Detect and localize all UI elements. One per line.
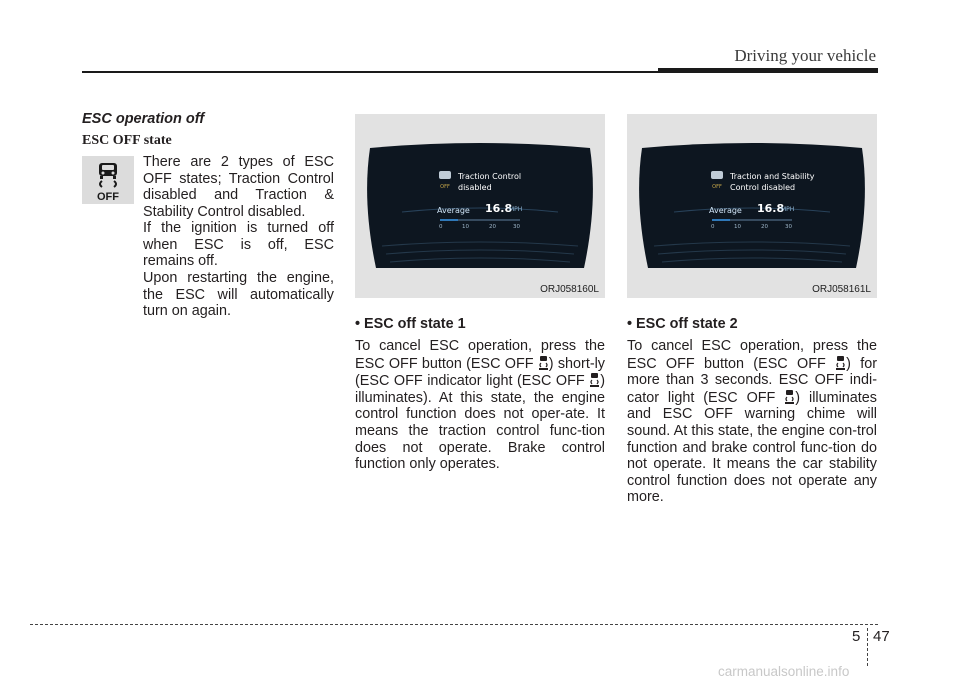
cluster-1-average-label: Average [437,206,470,215]
cluster-screen-2 [634,142,870,270]
watermark: carmanualsonline.info [718,664,850,679]
esc-off-inline-icon [538,355,549,371]
state-2-text-c: ) illuminates and ESC OFF warning chime will sound. At this state, the engine con-trol function and brake control func-tion do not operate. It means the car stability control function does not operate any more. [627,389,877,506]
section-number: 5 [852,628,861,645]
cluster-1-message-line2: disabled [458,183,492,192]
esc-off-icon-label: OFF [97,191,119,203]
esc-off-icon [82,156,134,204]
cluster-1-tick: 20 [489,224,496,230]
state-2-heading: • ESC off state 2 [627,316,738,332]
esc-off-inline-icon [784,389,795,405]
cluster-1-tick: 0 [439,224,443,230]
state-2-text-b: ) for more than 3 seconds. ESC OFF indi-cator light (ESC OFF [627,355,877,406]
cluster-2-tick: 20 [761,224,768,230]
cluster-1-message-line1: Traction Control [458,172,522,181]
page-number: 47 [873,628,890,645]
cluster-image-1 [355,114,605,298]
cluster-2-message-line2: Control disabled [730,183,796,192]
state-1-text-b: ) short-ly (ESC OFF indicator light (ESC OFF [355,355,605,390]
cluster-2-unit: MPH [781,206,795,213]
cluster-1-icon-label: OFF [440,184,450,190]
chapter-title: Driving your vehicle [734,46,876,65]
cluster-1-tick: 10 [462,224,469,230]
header-rule-tab [658,68,878,73]
state-1-text-c: ) illuminates). At this state, the engine control function does not oper-ate. It means the traction control func-tion does not operate. Brake control function only operates. [355,373,605,473]
cluster-2-message-line1: Traction and Stability [730,172,815,181]
section-title: ESC operation off [82,111,205,127]
cluster-2-average-label: Average [709,206,742,215]
intro-paragraph-2: If the ignition is turned off when ESC is off, ESC remains off. [143,220,334,270]
cluster-2-icon-label: OFF [712,184,722,190]
cluster-2-tick: 30 [785,224,792,230]
esc-off-inline-icon [835,355,846,371]
state-2-text-a: To cancel ESC operation, press the ESC OFF button (ESC OFF [627,338,877,372]
cluster-1-image-code: ORJ058160L [540,284,599,295]
cluster-1-speed: 16.8 [485,202,513,215]
cluster-screen-1 [362,142,598,270]
state-1-heading: • ESC off state 1 [355,316,466,332]
subsection-title: ESC OFF state [82,133,172,148]
cluster-1-unit: MPH [509,206,523,213]
state-1-text-a: To cancel ESC operation, press the ESC OFF button (ESC OFF [355,338,605,372]
cluster-2-tick: 10 [734,224,741,230]
footer-rule [30,624,878,625]
intro-paragraph-3: Upon restarting the engine, the ESC will automatically turn on again. [143,270,334,320]
intro-paragraph-1: There are 2 types of ESC OFF states; Traction Control disabled and Traction & Stability Control disabled. [143,154,334,220]
cluster-2-image-code: ORJ058161L [812,284,871,295]
state-1-paragraph [355,338,605,473]
cluster-image-2 [627,114,877,298]
cluster-2-tick: 0 [711,224,715,230]
cluster-1-tick: 30 [513,224,520,230]
cluster-2-speed: 16.8 [757,202,785,215]
page-number-separator [867,628,868,666]
esc-off-inline-icon [589,372,600,388]
state-2-paragraph [627,338,877,506]
